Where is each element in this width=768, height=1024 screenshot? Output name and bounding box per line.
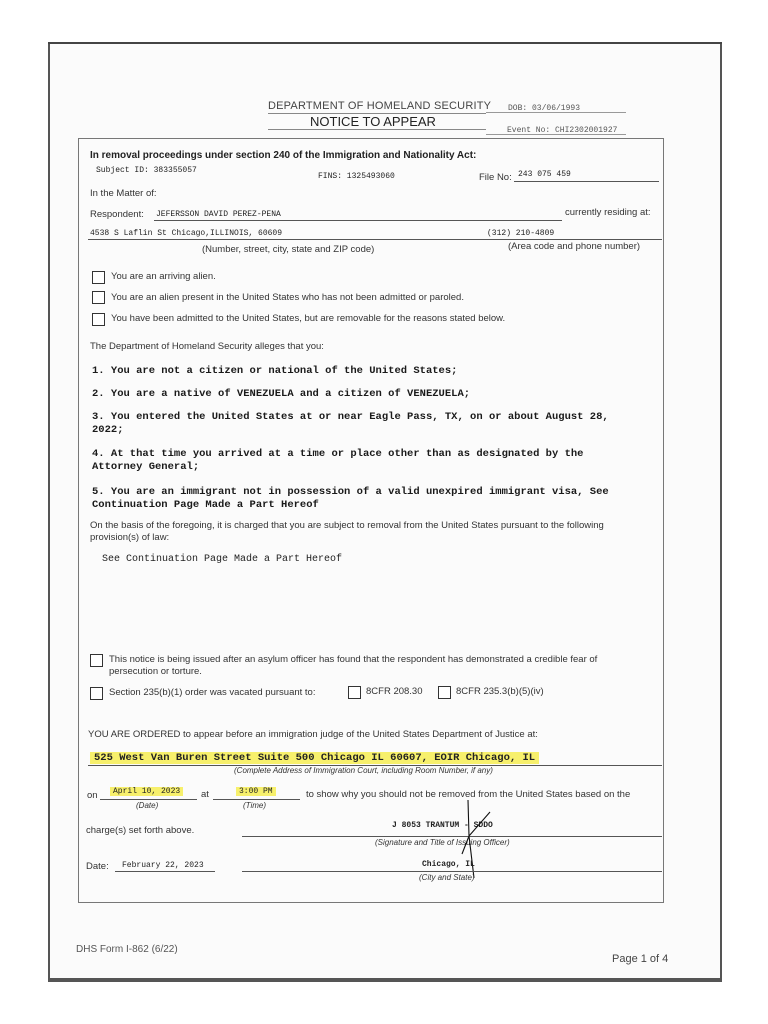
document-title: NOTICE TO APPEAR [310,114,436,129]
cfr-208-label: 8CFR 208.30 [366,686,423,697]
respondent-address: 4538 S Laflin St Chicago,ILLINOIS, 60609 [90,229,283,238]
allegation-item: 4. At that time you arrived at a time or place other than as designated by the Attorney General; [92,448,584,473]
hearing-time: 3:00 PM [236,787,276,796]
issuing-officer: J 8053 TRANTUM - SDDO [392,821,493,830]
fins-number: FINS: 1325493060 [318,172,395,181]
hearing-date: April 10, 2023 [110,787,183,796]
admitted-removable-checkbox[interactable] [92,313,105,326]
address-caption: (Number, street, city, state and ZIP code) [202,244,375,255]
asylum-notice-checkbox[interactable] [90,654,103,667]
issue-date: February 22, 2023 [122,861,204,870]
not-admitted-label: You are an alien present in the United States who has not been admitted or paroled. [111,292,464,303]
page-number: Page 1 of 4 [612,953,669,965]
allegation-item: 3. You entered the United States at or near Eagle Pass, TX, on or about August 28, 2022; [92,411,609,436]
asylum-notice-label: This notice is being issued after an asylum officer has found that the respondent has demonstrated a credible fear of persecution or torture. [109,654,598,677]
court-address: 525 West Van Buren Street Suite 500 Chicago IL 60607, EOIR Chicago, IL [90,752,539,764]
order-intro: YOU ARE ORDERED to appear before an immigration judge of the United States Department of Justice at: [88,729,538,740]
currently-residing-label: currently residing at: [565,207,651,218]
section-235-label: Section 235(b)(1) order was vacated pursuant to: [109,687,316,698]
at-label: at [201,789,209,800]
section-235-checkbox[interactable] [90,687,103,700]
subject-id: Subject ID: 383355057 [96,166,197,175]
allegations-intro: The Department of Homeland Security alleges that you: [90,341,324,352]
cfr-235-label: 8CFR 235.3(b)(5)(iv) [456,686,544,697]
charges-intro: On the basis of the foregoing, it is charged that you are subject to removal from the United States pursuant to the following provision(s) of law: [90,520,604,543]
issue-date-label: Date: [86,861,109,872]
scan-bottom-edge [48,978,722,982]
show-why-text: to show why you should not be removed from the United States based on the [306,789,631,800]
date-caption: (Date) [136,801,159,810]
allegation-item: 1. You are not a citizen or national of the United States; [92,365,458,377]
form-id: DHS Form I-862 (6/22) [76,944,178,955]
cfr-208-checkbox[interactable] [348,686,361,699]
allegation-item: 5. You are an immigrant not in possession of a valid unexpired immigrant visa, See Continuation Page Made a Part Hereof [92,486,609,511]
respondent-phone: (312) 210-4809 [487,229,555,238]
charges-set-forth: charge(s) set forth above. [86,825,195,836]
file-number: 243 075 459 [518,170,571,179]
time-caption: (Time) [243,801,267,810]
admitted-removable-label: You have been admitted to the United States, but are removable for the reasons stated below. [111,313,506,324]
arriving-alien-label: You are an arriving alien. [111,271,216,282]
proceedings-intro: In removal proceedings under section 240 of the Immigration and Nationality Act: [90,150,477,161]
court-address-caption: (Complete Address of Immigration Court, including Room Number, if any) [234,766,493,775]
in-matter-of: In the Matter of: [90,188,157,199]
city-state-caption: (City and State) [419,873,475,882]
arriving-alien-checkbox[interactable] [92,271,105,284]
issue-city-state: Chicago, IL [422,860,475,869]
allegation-item: 2. You are a native of VENEZUELA and a citizen of VENEZUELA; [92,388,471,400]
cfr-235-checkbox[interactable] [438,686,451,699]
phone-caption: (Area code and phone number) [508,241,641,252]
charges-text: See Continuation Page Made a Part Hereof [102,554,343,565]
dob: DOB: 03/06/1993 [508,104,581,113]
event-number: Event No: CHI2302001927 [507,126,618,135]
officer-caption: (Signature and Title of Issuing Officer) [375,838,510,847]
on-label: on [87,790,98,801]
department-name: DEPARTMENT OF HOMELAND SECURITY [268,100,492,112]
respondent-label: Respondent: [90,209,144,220]
file-no-label: File No: [479,172,512,183]
not-admitted-checkbox[interactable] [92,291,105,304]
respondent-name: JEFERSSON DAVID PEREZ-PENA [156,210,281,219]
